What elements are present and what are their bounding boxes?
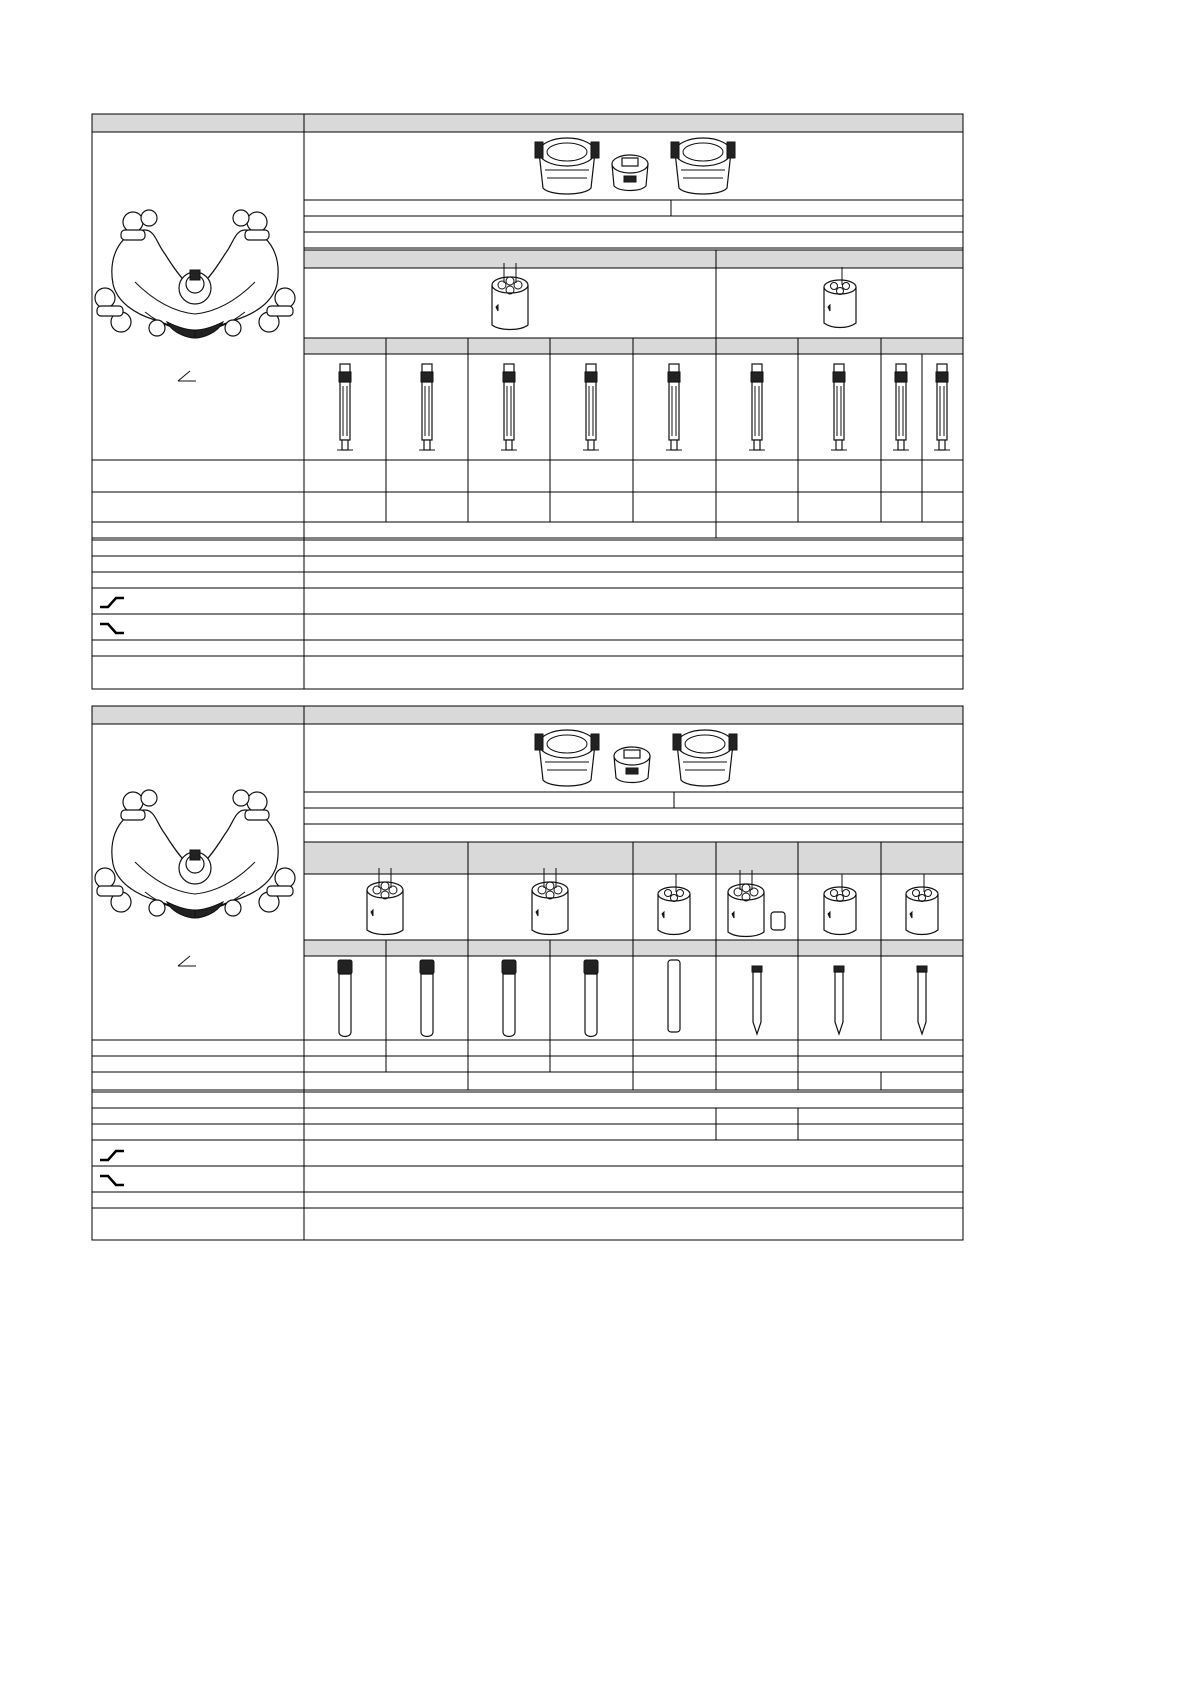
rotor-drawing (95, 790, 295, 918)
adapter-drawings (492, 263, 856, 330)
deceleration-curve-icon (100, 1176, 124, 1185)
adapter-drawings (367, 868, 938, 937)
acceleration-curve-icon (100, 598, 124, 607)
lower-table (92, 706, 963, 1240)
rotor-drawing (95, 210, 295, 338)
angle-symbol (178, 371, 196, 381)
upper-table (92, 114, 963, 689)
bucket-drawings (535, 730, 737, 786)
angle-symbol (178, 956, 196, 966)
bucket-drawings (535, 138, 735, 194)
deceleration-curve-icon (100, 624, 124, 633)
acceleration-curve-icon (100, 1151, 124, 1160)
tube-drawings (337, 364, 950, 450)
